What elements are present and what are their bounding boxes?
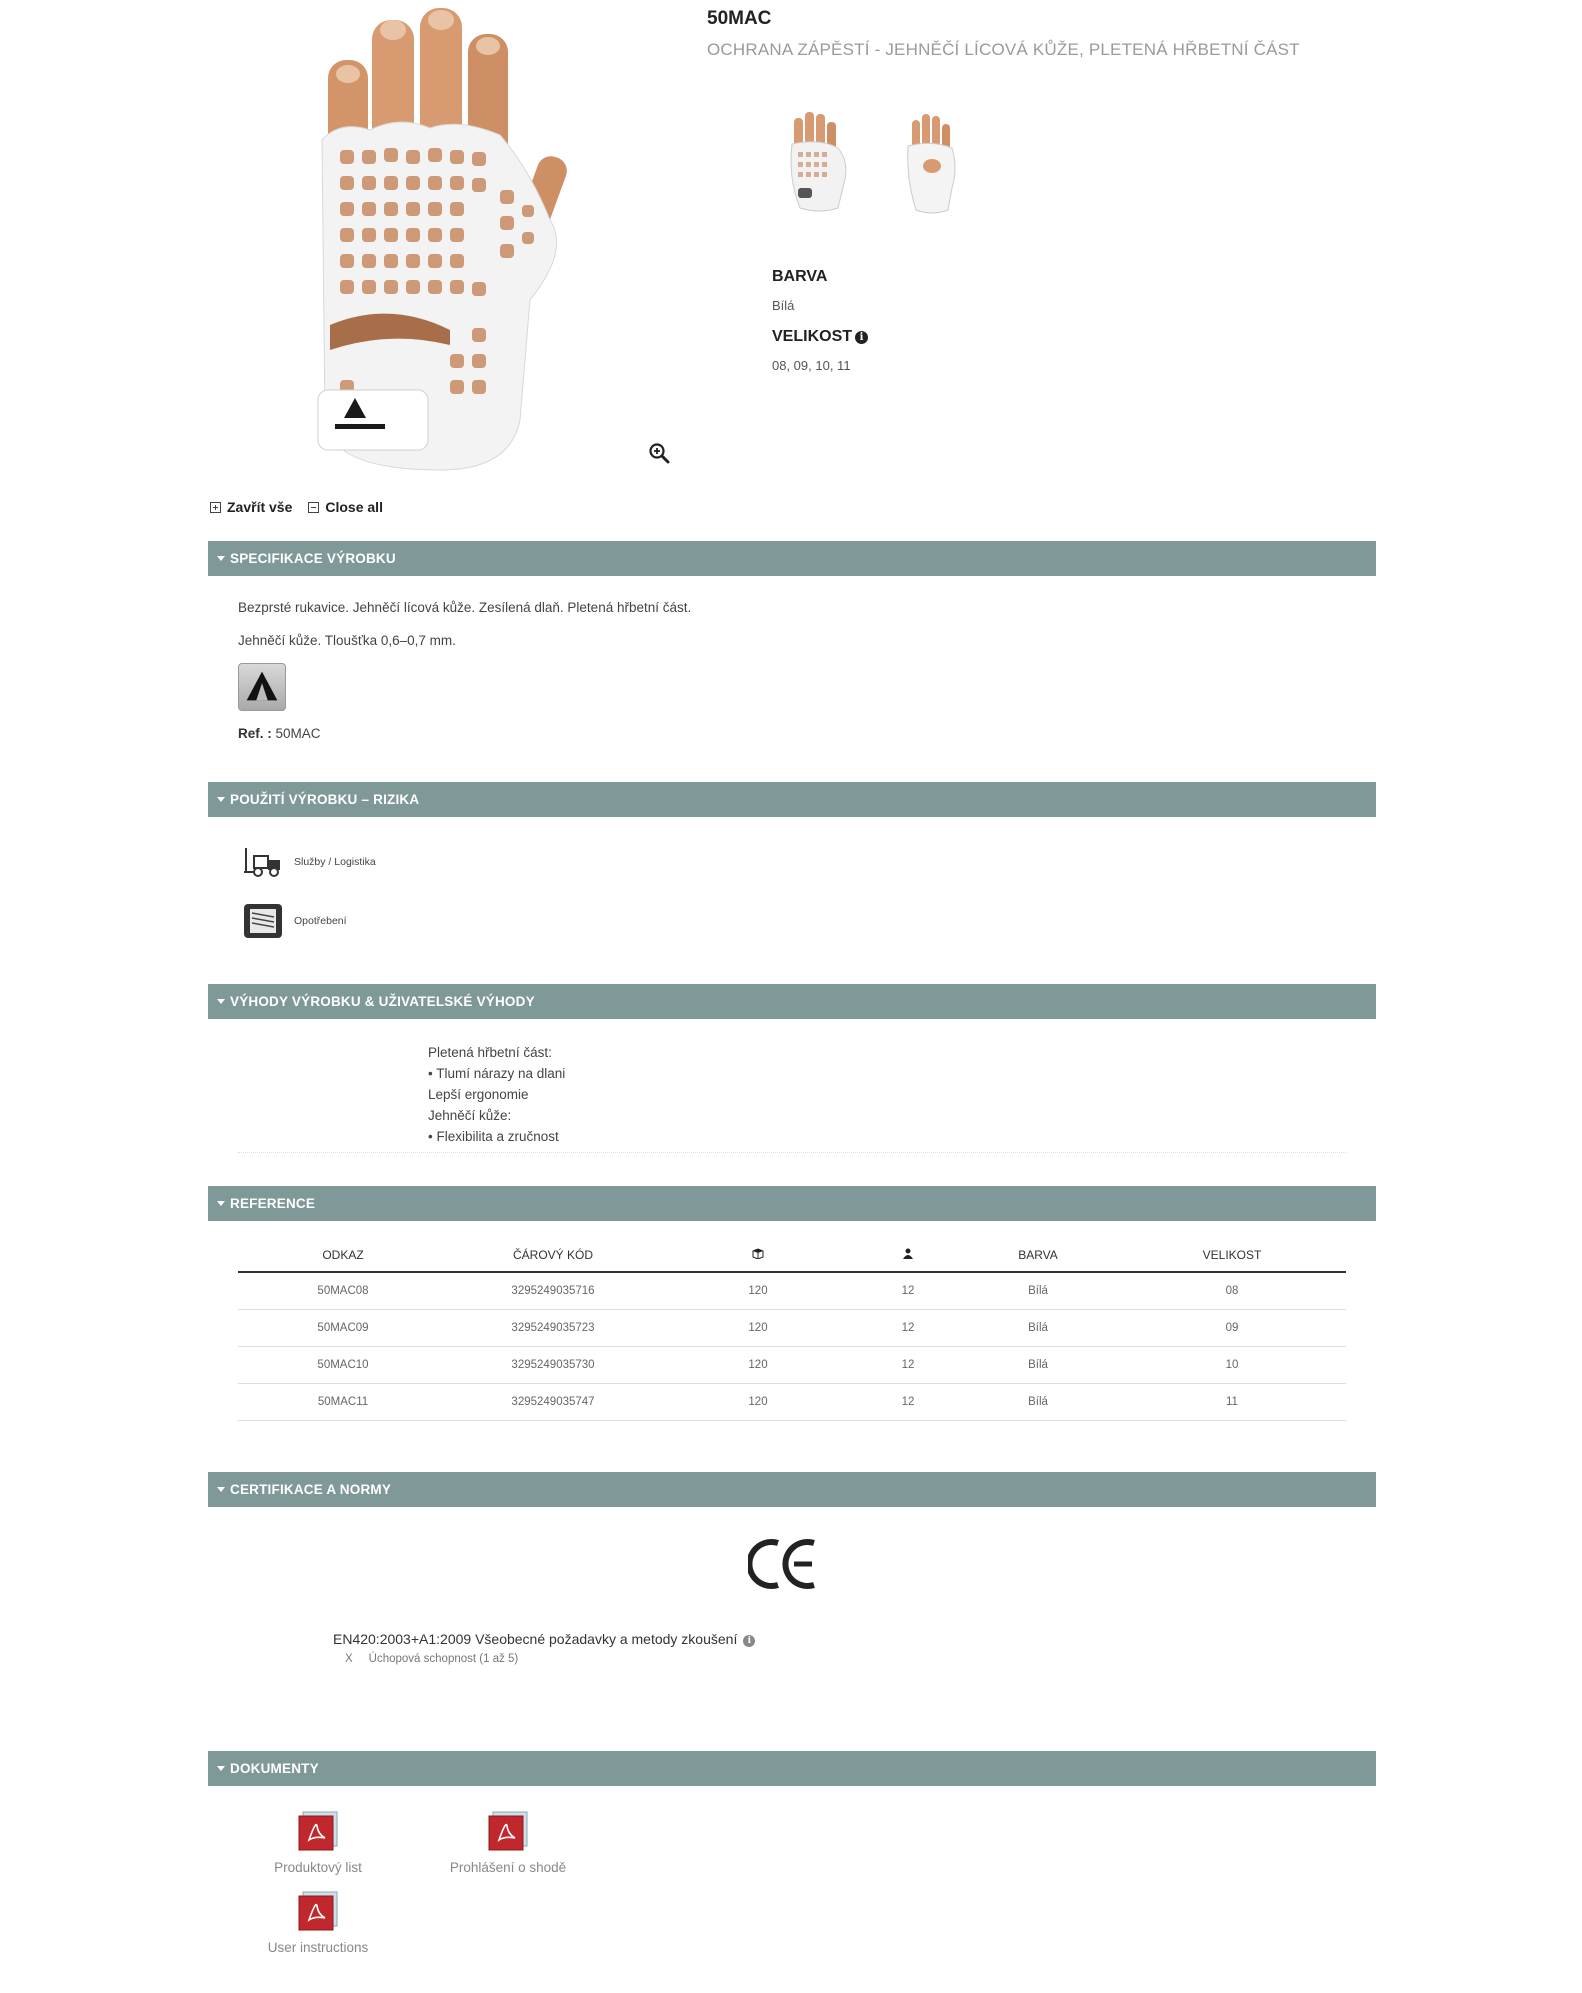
document-label: User instructions xyxy=(267,1940,369,1955)
table-header-row xyxy=(238,1238,1346,1272)
cell-size: 10 xyxy=(1118,1346,1346,1383)
cell-size: 09 xyxy=(1118,1309,1346,1346)
document-user-instructions[interactable] xyxy=(228,1890,408,1955)
benefits-list xyxy=(428,1042,565,1147)
table-row xyxy=(238,1272,1346,1309)
product-title: 50MAC xyxy=(707,8,772,29)
document-product-sheet[interactable] xyxy=(228,1810,408,1875)
product-main-image[interactable] xyxy=(300,0,590,478)
section-header-usage[interactable]: POUŽITÍ VÝROBKU – RIZIKA xyxy=(208,782,1376,817)
spec-reference xyxy=(238,726,321,741)
size-label-row xyxy=(772,328,868,346)
col-header-size: VELIKOST xyxy=(1118,1238,1346,1272)
forklift-icon xyxy=(242,844,284,880)
table-row xyxy=(238,1346,1346,1383)
zoom-in-icon[interactable] xyxy=(648,442,670,464)
cell-box: 120 xyxy=(658,1309,858,1346)
section-header-reference[interactable]: REFERENCE xyxy=(208,1186,1376,1221)
spec-description: Bezprsté rukavice. Jehněčí lícová kůže. Zesílená dlaň. Pletená hřbetní část. xyxy=(238,600,692,615)
cell-color: Bílá xyxy=(958,1383,1118,1420)
collapse-all-link[interactable]: Close all xyxy=(325,499,383,515)
product-thumbnail-back[interactable] xyxy=(780,108,858,218)
cell-barcode: 3295249035723 xyxy=(448,1309,658,1346)
pdf-icon xyxy=(295,1810,341,1852)
usage-item xyxy=(242,903,347,939)
cell-ref: 50MAC09 xyxy=(238,1309,448,1346)
product-thumbnail-palm[interactable] xyxy=(892,108,970,218)
person-icon xyxy=(903,1248,913,1259)
section-header-docs[interactable]: DOKUMENTY xyxy=(208,1751,1376,1786)
section-header-spec[interactable]: SPECIFIKACE VÝROBKU xyxy=(208,541,1376,576)
toggle-all-controls xyxy=(210,499,393,515)
size-value: 08, 09, 10, 11 xyxy=(772,358,851,373)
size-info-icon[interactable]: i xyxy=(855,331,868,344)
col-header-barcode: ČÁROVÝ KÓD xyxy=(448,1238,658,1272)
usage-label: Služby / Logistika xyxy=(294,856,376,868)
col-header-ref: ODKAZ xyxy=(238,1238,448,1272)
cell-box: 120 xyxy=(658,1383,858,1420)
document-declaration[interactable] xyxy=(418,1810,598,1875)
size-label: VELIKOST xyxy=(772,328,853,345)
norm-info-icon[interactable]: i xyxy=(743,1635,755,1647)
benefit-line: • Tlumí nárazy na dlani xyxy=(428,1066,566,1081)
ref-label: Ref. : xyxy=(238,726,272,741)
benefit-line: Jehněčí kůže: xyxy=(428,1108,512,1123)
expand-all-link[interactable]: Zavřít vše xyxy=(227,499,293,515)
cell-box: 120 xyxy=(658,1272,858,1309)
reference-table xyxy=(238,1238,1346,1421)
norm-title: EN420:2003+A1:2009 Všeobecné požadavky a metody zkoušení xyxy=(333,1631,738,1647)
cell-pack: 12 xyxy=(858,1383,958,1420)
table-row xyxy=(238,1383,1346,1420)
deltaplus-logo-icon xyxy=(238,663,286,711)
norm-description: Úchopová schopnost (1 až 5) xyxy=(368,1653,519,1665)
spec-material: Jehněčí kůže. Tloušťka 0,6–0,7 mm. xyxy=(238,633,456,648)
cell-barcode: 3295249035716 xyxy=(448,1272,658,1309)
usage-label: Opotřebení xyxy=(294,915,347,927)
product-subtitle: OCHRANA ZÁPĚSTÍ - JEHNĚČÍ LÍCOVÁ KŮŽE, PLETENÁ HŘBETNÍ ČÁST xyxy=(707,40,1300,59)
col-header-person xyxy=(858,1238,958,1272)
box-icon xyxy=(752,1248,764,1259)
ref-value: 50MAC xyxy=(275,726,321,741)
pdf-icon xyxy=(295,1890,341,1932)
cell-pack: 12 xyxy=(858,1309,958,1346)
norm-title-row xyxy=(333,1631,755,1647)
col-header-color: BARVA xyxy=(958,1238,1118,1272)
divider xyxy=(238,1152,1346,1153)
benefit-line: Lepší ergonomie xyxy=(428,1087,529,1102)
cell-box: 120 xyxy=(658,1346,858,1383)
cell-ref: 50MAC11 xyxy=(238,1383,448,1420)
color-value: Bílá xyxy=(772,298,795,313)
section-header-benefits[interactable]: VÝHODY VÝROBKU & UŽIVATELSKÉ VÝHODY xyxy=(208,984,1376,1019)
cell-ref: 50MAC08 xyxy=(238,1272,448,1309)
benefit-line: • Flexibilita a zručnost xyxy=(428,1129,559,1144)
section-header-cert[interactable]: CERTIFIKACE A NORMY xyxy=(208,1472,1376,1507)
table-row xyxy=(238,1309,1346,1346)
wear-icon xyxy=(242,903,284,939)
cell-color: Bílá xyxy=(958,1272,1118,1309)
cell-size: 11 xyxy=(1118,1383,1346,1420)
ce-mark-icon xyxy=(748,1537,820,1591)
document-label: Prohlášení o shodě xyxy=(449,1860,567,1875)
cell-color: Bílá xyxy=(958,1346,1118,1383)
cell-ref: 50MAC10 xyxy=(238,1346,448,1383)
cell-size: 08 xyxy=(1118,1272,1346,1309)
cell-pack: 12 xyxy=(858,1272,958,1309)
cell-barcode: 3295249035730 xyxy=(448,1346,658,1383)
cell-barcode: 3295249035747 xyxy=(448,1383,658,1420)
benefit-line: Pletená hřbetní část: xyxy=(428,1045,552,1060)
collapse-all-icon[interactable] xyxy=(308,502,319,513)
color-label: BARVA xyxy=(772,268,828,285)
document-label: Produktový list xyxy=(274,1860,362,1875)
pdf-icon xyxy=(485,1810,531,1852)
col-header-box xyxy=(658,1238,858,1272)
cell-color: Bílá xyxy=(958,1309,1118,1346)
norm-value: X xyxy=(345,1653,353,1665)
cell-pack: 12 xyxy=(858,1346,958,1383)
usage-item xyxy=(242,844,376,880)
norm-detail xyxy=(345,1653,518,1665)
expand-all-icon[interactable] xyxy=(210,502,221,513)
